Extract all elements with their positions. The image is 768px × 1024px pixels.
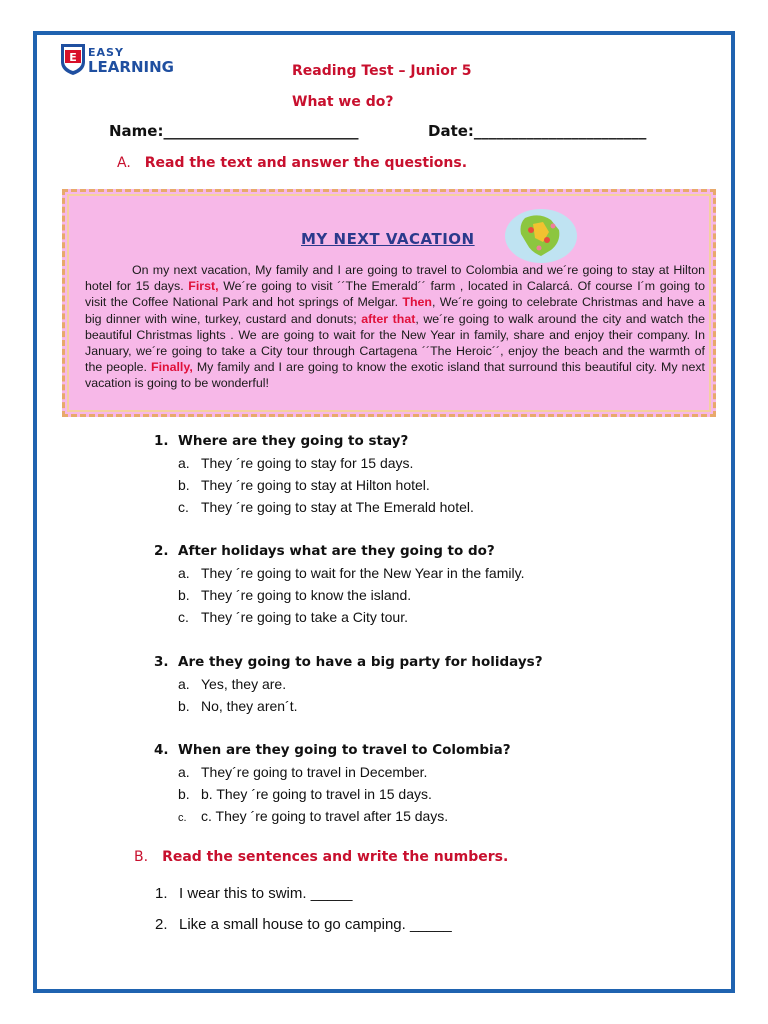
question-text: When are they going to travel to Colombia? — [178, 742, 511, 758]
sentence-item[interactable] — [155, 916, 452, 933]
svg-text:E: E — [69, 51, 77, 64]
logo-line-1: EASY — [88, 46, 124, 59]
option-text: They ´re going to take a City tour. — [201, 609, 408, 625]
option-letter: b. — [178, 786, 190, 802]
name-field[interactable] — [109, 122, 358, 140]
option-letter: a. — [178, 565, 190, 581]
reading-transition-word: First, — [188, 279, 219, 294]
reading-text-segment: We´re going to visit ´´The Emerald´´ farm , located in Calarcá. Of course I´m going to visit the Coffee National Park and hot springs of Melgar. — [85, 279, 706, 310]
date-blank[interactable]: _______________________ — [473, 122, 647, 140]
option-text: They ´re going to wait for the New Year in the family. — [201, 565, 525, 581]
name-blank[interactable]: __________________________ — [163, 122, 359, 140]
option-text: They ´re going to know the island. — [201, 587, 412, 603]
question-4 — [154, 742, 511, 758]
reading-title: MY NEXT VACATION — [301, 230, 475, 248]
question-number: 2. — [154, 543, 169, 559]
option-letter: c. — [178, 609, 189, 625]
option-letter: b. — [178, 698, 190, 714]
shield-logo-icon — [60, 42, 86, 76]
logo-line-2: LEARNING — [88, 58, 174, 76]
section-a-letter: A. — [117, 155, 131, 171]
reading-text-segment: On my next vacation, My family and I are going to travel to Colombia and we´re going to stay at Hilton hotel for 15 days. — [85, 263, 705, 294]
option-text: No, they aren´t. — [201, 698, 298, 714]
name-label: Name: — [109, 122, 164, 140]
answer-option[interactable] — [178, 609, 408, 625]
option-letter: a. — [178, 455, 190, 471]
sentence-text: I wear this to swim. _____ — [179, 885, 353, 902]
reading-passage-text — [85, 262, 705, 392]
section-b-instruction: Read the sentences and write the numbers. — [162, 849, 509, 865]
option-letter: b. — [178, 587, 190, 603]
option-text: b. They ´re going to travel in 15 days. — [201, 786, 432, 802]
sentence-number: 2. — [155, 916, 168, 933]
question-1 — [154, 433, 408, 449]
option-letter: b. — [178, 477, 190, 493]
answer-option[interactable] — [178, 808, 448, 824]
option-letter: a. — [178, 676, 190, 692]
option-letter: a. — [178, 764, 190, 780]
date-label: Date: — [428, 122, 474, 140]
answer-option[interactable] — [178, 455, 413, 471]
reading-text-segment: My family and I are going to know the exotic island that surround this beautiful city. My next vacation is going to be wonderful! — [85, 360, 705, 391]
answer-option[interactable] — [178, 764, 427, 780]
answer-option[interactable] — [178, 499, 474, 515]
question-text: After holidays what are they going to do? — [178, 543, 495, 559]
date-field[interactable] — [428, 122, 646, 140]
question-number: 3. — [154, 654, 169, 670]
question-text: Where are they going to stay? — [178, 433, 409, 449]
option-text: Yes, they are. — [201, 676, 287, 692]
answer-option[interactable] — [178, 698, 298, 714]
answer-option[interactable] — [178, 587, 411, 603]
colombia-map-icon — [503, 206, 579, 264]
reading-text-segment: , we´re going to walk around the city and watch the beautiful Christmas lights . We are going to wait for the New Year in family, share and enjoy their company. In January, we´re going to take a City tour through Cartagena ´´The Heroic´´, enjoy the beach and the warmth of the people. — [85, 311, 706, 375]
answer-option[interactable] — [178, 786, 432, 802]
option-text: They´re going to travel in December. — [201, 764, 428, 780]
section-b-letter: B. — [134, 849, 149, 865]
reading-passage-box — [62, 189, 716, 417]
option-text: They ´re going to stay at The Emerald hotel. — [201, 499, 474, 515]
section-a-instruction: Read the text and answer the questions. — [144, 155, 468, 171]
sentence-item[interactable] — [155, 885, 352, 902]
question-2 — [154, 543, 495, 559]
answer-option[interactable] — [178, 477, 430, 493]
reading-transition-word: after that — [361, 311, 416, 326]
reading-transition-word: Then — [402, 295, 432, 310]
answer-option[interactable] — [178, 565, 524, 581]
easy-learning-logo — [60, 42, 190, 78]
question-number: 4. — [154, 742, 169, 758]
test-subtitle: What we do? — [292, 94, 394, 110]
option-letter: c. — [178, 812, 187, 824]
reading-transition-word: Finally, — [151, 360, 193, 375]
reading-text-segment: , We´re going to celebrate Christmas and have a big dinner with wine, turkey, custard and donuts; — [85, 295, 706, 326]
sentence-number: 1. — [155, 885, 168, 902]
option-text: c. They ´re going to travel after 15 days. — [201, 808, 449, 824]
question-text: Are they going to have a big party for holidays? — [178, 654, 543, 670]
section-a-heading — [117, 155, 467, 171]
option-text: They ´re going to stay at Hilton hotel. — [201, 477, 430, 493]
question-number: 1. — [154, 433, 169, 449]
question-3 — [154, 654, 543, 670]
option-text: They ´re going to stay for 15 days. — [201, 455, 414, 471]
option-letter: c. — [178, 499, 189, 515]
section-b-heading — [134, 849, 508, 865]
logo-wordmark — [88, 46, 174, 74]
sentence-text: Like a small house to go camping. _____ — [179, 916, 452, 933]
test-title: Reading Test – Junior 5 — [292, 63, 472, 79]
answer-option[interactable] — [178, 676, 286, 692]
